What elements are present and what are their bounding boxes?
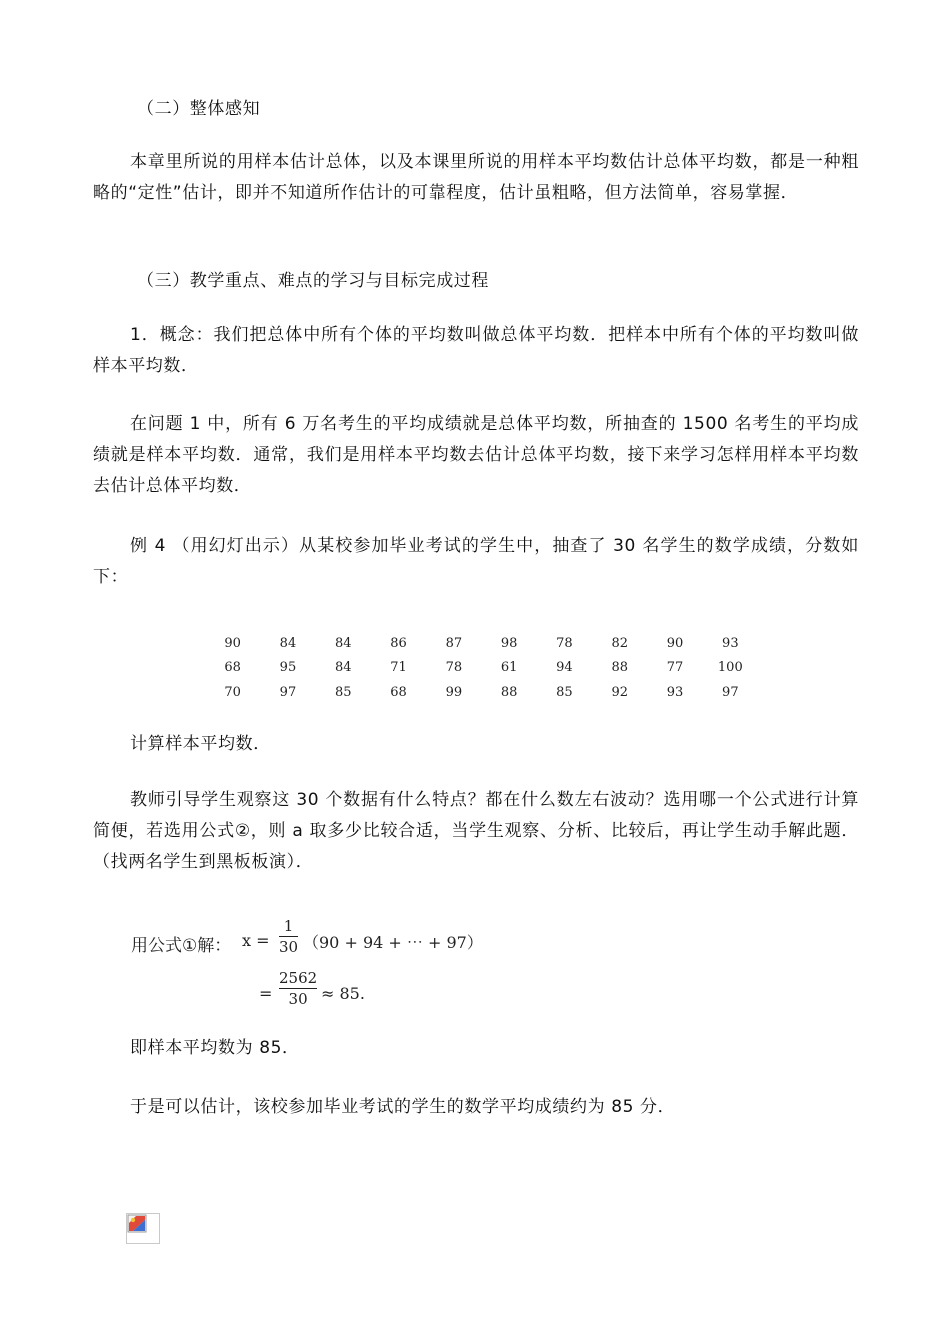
table-cell: 78 [445, 660, 463, 676]
table-row [205, 631, 758, 656]
formula-label: 用公式①解： [131, 936, 232, 956]
section-heading-3: （三）教学重点、难点的学习与目标完成过程 [137, 271, 489, 291]
table-cell: 95 [279, 660, 297, 676]
table-cell: 98 [500, 635, 518, 651]
table-cell: 87 [445, 635, 463, 651]
section-heading-2: （二）整体感知 [137, 99, 261, 119]
table-cell: 85 [556, 684, 573, 700]
formula-equals: = [259, 984, 273, 1003]
table-cell: 92 [611, 684, 628, 700]
broken-image-icon [126, 1213, 160, 1244]
table-cell: 85 [334, 684, 352, 700]
table-row [205, 680, 758, 705]
table-cell: 78 [556, 635, 573, 651]
table-cell: 90 [224, 635, 241, 651]
fraction-one-thirtieth [279, 916, 298, 957]
formula-sum: （90 + 94 + ⋯ + 97） [303, 933, 483, 952]
table-cell: 71 [390, 660, 407, 676]
paragraph-sample-mean: 即样本平均数为 85． [130, 1038, 300, 1058]
table-cell: 70 [224, 684, 241, 700]
table-cell: 88 [500, 684, 518, 700]
paragraph-example-4: 例 4 （用幻灯出示）从某校参加毕业考试的学生中，抽查了 30 名学生的数学成绩，分数如下： [93, 536, 859, 587]
table-cell: 93 [722, 635, 739, 651]
table-cell: 84 [279, 635, 297, 651]
table-cell: 61 [500, 660, 518, 676]
fraction-denominator: 30 [288, 990, 308, 1008]
table-cell: 93 [666, 684, 684, 700]
table-cell: 82 [611, 635, 628, 651]
table-row [205, 656, 758, 681]
paragraph-concept: 1．概念：我们把总体中所有个体的平均数叫做总体平均数．把样本中所有个体的平均数叫做样本平均数． [93, 325, 859, 376]
table-cell: 84 [334, 660, 352, 676]
broken-image-glyph [127, 1214, 159, 1243]
table-cell: 99 [445, 684, 463, 700]
paragraph-overview: 本章里所说的用样本估计总体，以及本课里所说的用样本平均数估计总体平均数，都是一种粗略的“定性”估计，即并不知道所作估计的可靠程度，估计虽粗略，但方法简单，容易掌握． [93, 152, 859, 203]
formula-x-equals: x = [242, 931, 270, 950]
formula-approx-result: ≈ 85. [321, 984, 365, 1003]
table-cell: 90 [666, 635, 684, 651]
fraction-denominator: 30 [279, 938, 299, 956]
table-cell: 97 [279, 684, 297, 700]
fraction-sum-over-thirty [279, 968, 317, 1009]
fraction-numerator: 1 [283, 917, 294, 935]
table-cell: 94 [556, 660, 573, 676]
paragraph-calc: 计算样本平均数． [130, 734, 271, 754]
paragraph-problem-1: 在问题 1 中，所有 6 万名考生的平均成绩就是总体平均数，所抽查的 1500 名考生的平均成绩就是样本平均数．通常，我们是用样本平均数去估计总体平均数，接下来学习怎样用样本平均数去估计总体平均数． [93, 414, 859, 496]
table-cell: 68 [390, 684, 407, 700]
table-cell: 86 [390, 635, 407, 651]
table-cell: 77 [666, 660, 684, 676]
scores-table [205, 631, 758, 705]
table-cell: 68 [224, 660, 241, 676]
table-cell: 97 [722, 684, 739, 700]
paragraph-teacher: 教师引导学生观察这 30 个数据有什么特点？都在什么数左右波动？选用哪一个公式进行计算简便，若选用公式②，则 a 取多少比较合适，当学生观察、分析、比较后，再让学生动手解此题．（找两名学生到黑板板演）． [93, 790, 859, 872]
table-cell: 100 [717, 660, 743, 676]
fraction-numerator: 2562 [279, 969, 318, 987]
table-cell: 88 [611, 660, 628, 676]
paragraph-estimate: 于是可以估计，该校参加毕业考试的学生的数学平均成绩约为 85 分． [130, 1097, 676, 1117]
table-cell: 84 [334, 635, 352, 651]
